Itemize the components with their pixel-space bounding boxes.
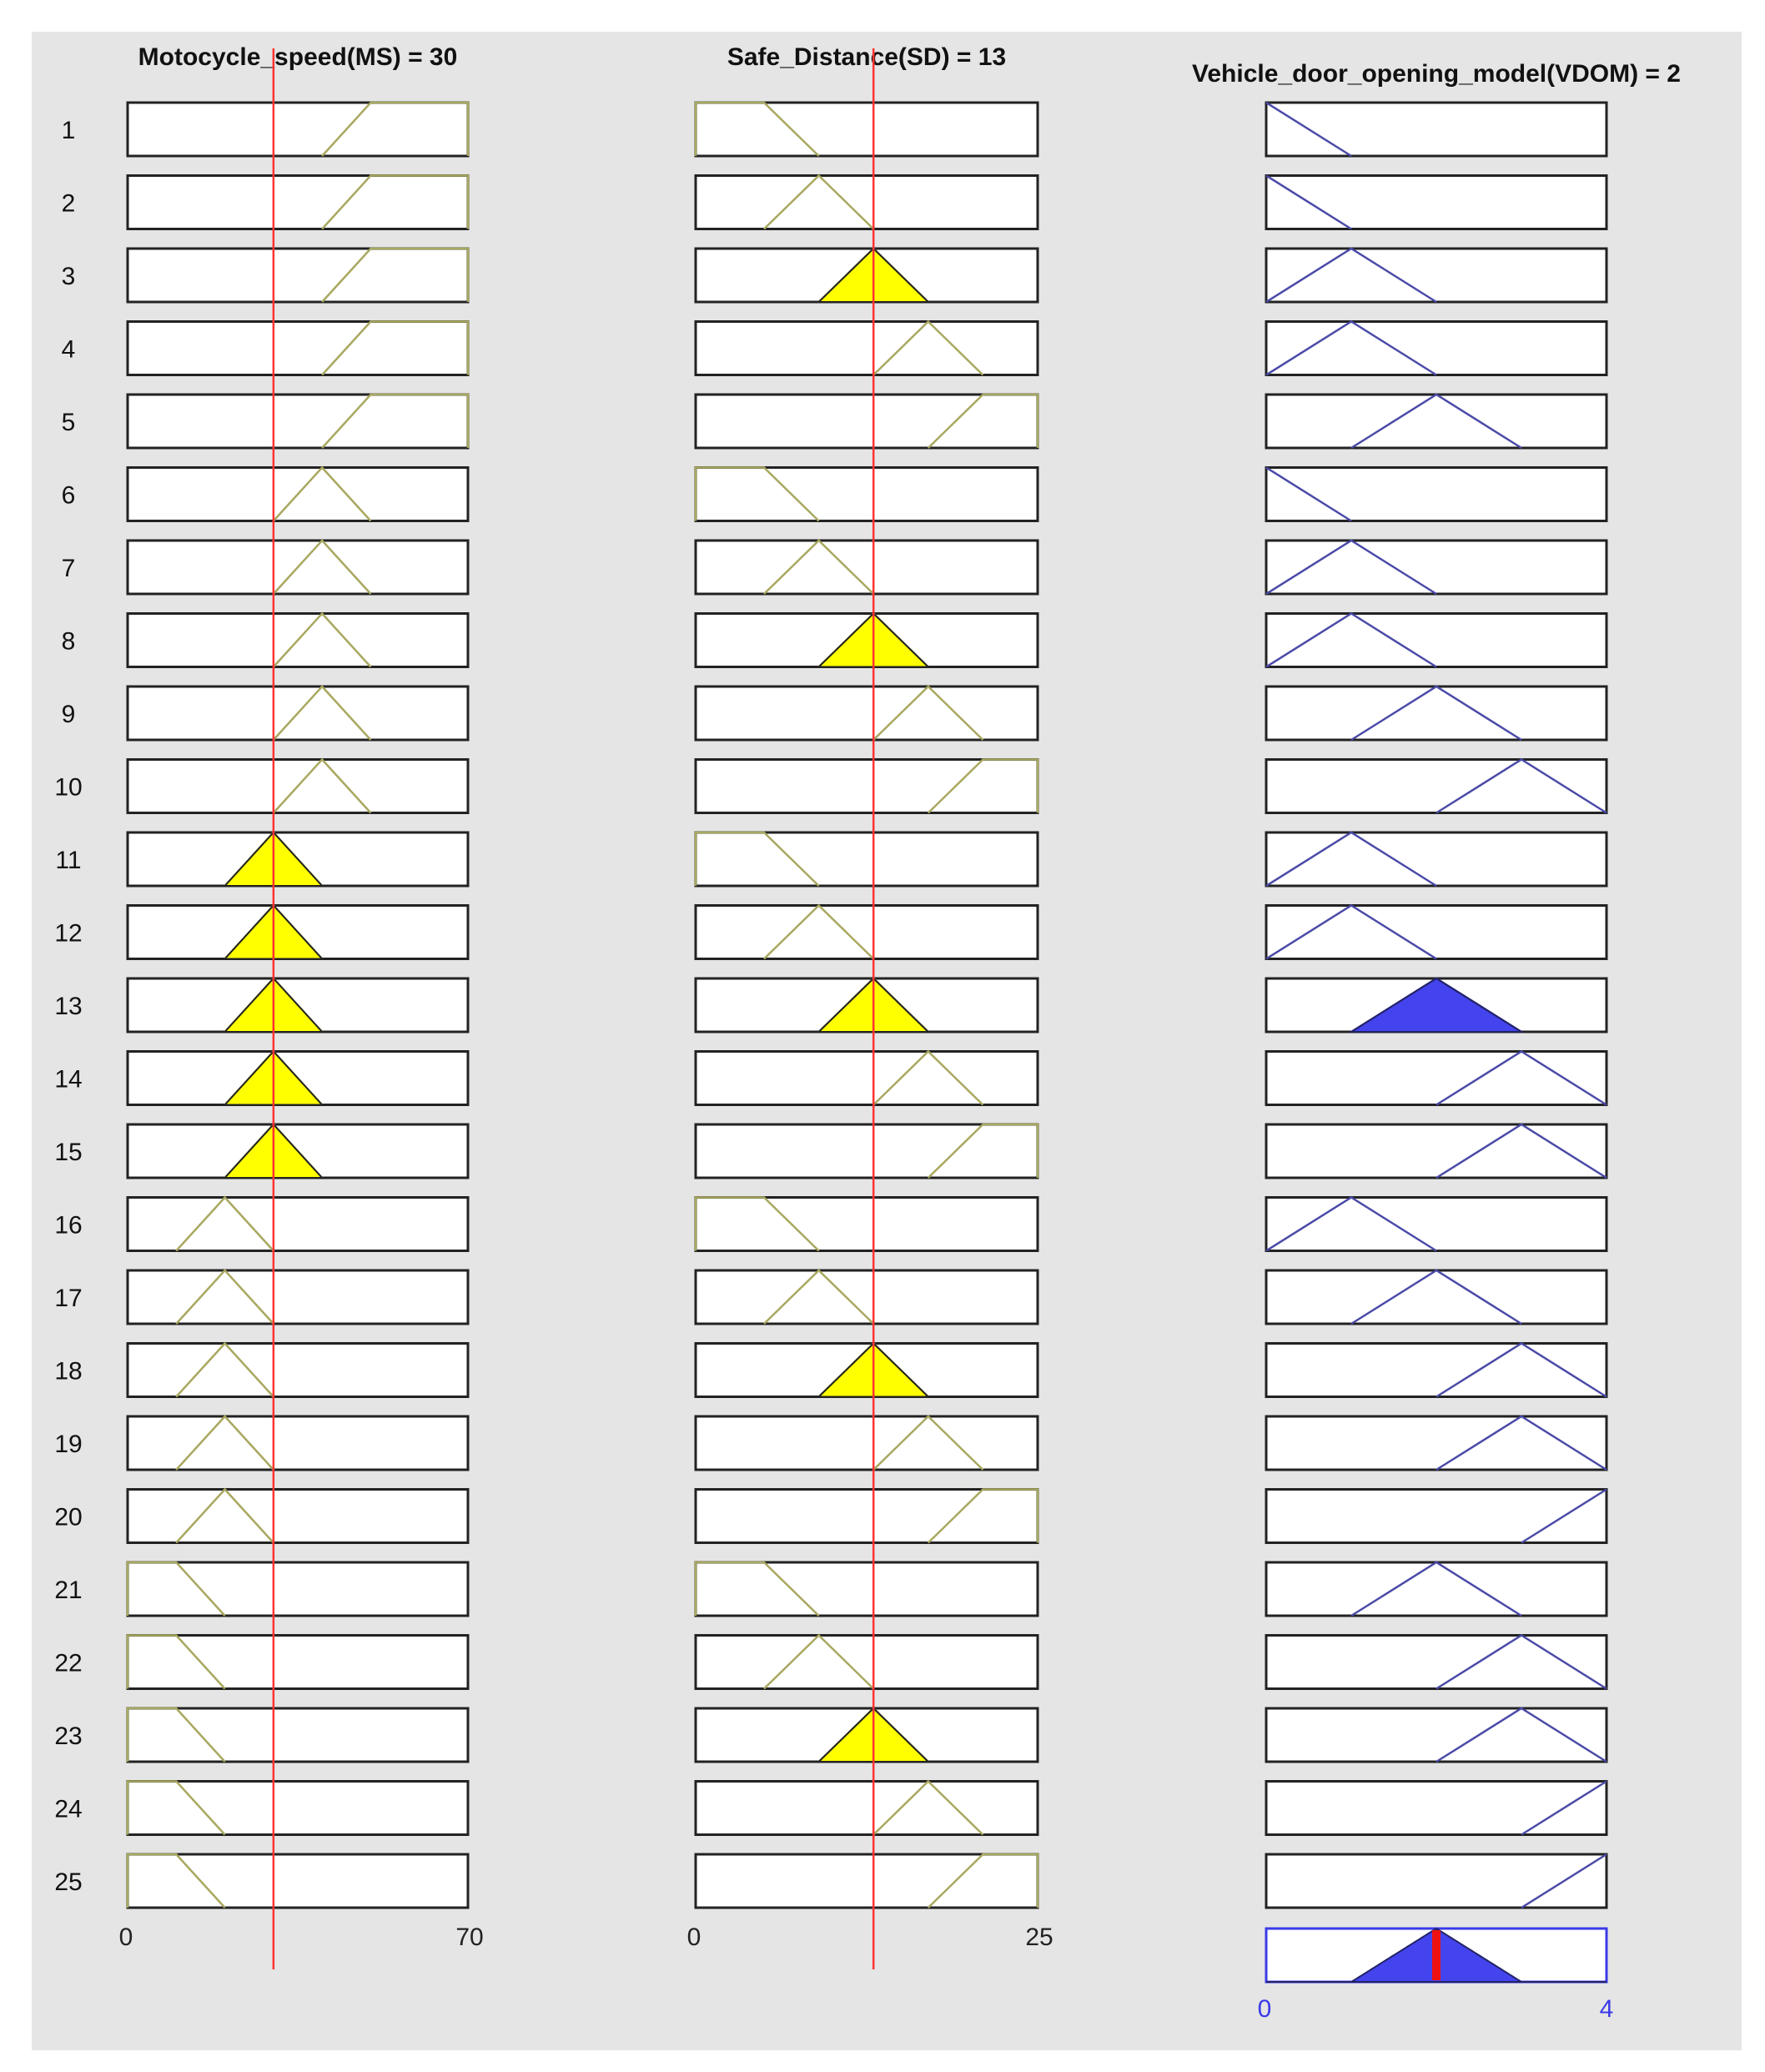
output-axis-max-label: 4 — [1599, 1995, 1614, 2023]
mf-plot-box[interactable] — [1266, 1562, 1607, 1616]
mf-plot-box[interactable] — [128, 395, 468, 448]
rule-number: 11 — [55, 847, 82, 874]
mf-plot-box[interactable] — [1266, 322, 1607, 375]
mf-plot-box[interactable] — [128, 1490, 468, 1543]
rule-number: 15 — [54, 1139, 83, 1166]
rule-row[interactable] — [62, 395, 1607, 448]
mf-plot-box[interactable] — [1266, 1854, 1607, 1908]
rule-number: 4 — [61, 335, 76, 364]
rule-number: 2 — [61, 189, 76, 218]
mf-plot-box[interactable] — [128, 322, 468, 375]
mf-plot-box[interactable] — [1266, 686, 1607, 740]
axis-max-label: 70 — [455, 1924, 484, 1951]
mf-plot-box[interactable] — [1266, 1344, 1607, 1397]
mf-plot-box[interactable] — [1266, 614, 1607, 667]
mf-plot-box[interactable] — [1266, 1124, 1607, 1178]
rule-row[interactable] — [54, 1562, 1607, 1616]
rule-number: 16 — [54, 1211, 83, 1240]
rule-number: 17 — [54, 1285, 83, 1312]
mf-plot-box[interactable] — [1266, 1198, 1607, 1251]
mf-plot-box[interactable] — [1266, 1708, 1607, 1762]
mf-plot-box[interactable] — [696, 1854, 1038, 1908]
rule-row[interactable] — [54, 1124, 1607, 1178]
rule-row[interactable] — [62, 322, 1607, 375]
rule-row[interactable] — [62, 686, 1607, 740]
rule-number: 3 — [61, 263, 76, 290]
mf-plot-box[interactable] — [128, 103, 468, 156]
rule-row[interactable] — [62, 541, 1607, 594]
rule-number: 19 — [54, 1431, 83, 1458]
rule-row[interactable] — [55, 832, 1607, 886]
mf-plot-box[interactable] — [128, 249, 468, 302]
rule-row[interactable] — [54, 1416, 1607, 1470]
rule-row[interactable] — [62, 176, 1607, 229]
rule-number: 20 — [54, 1503, 83, 1531]
mf-plot-box[interactable] — [128, 1416, 468, 1470]
rule-number: 7 — [61, 555, 76, 582]
rule-number: 14 — [54, 1065, 83, 1094]
mf-plot-box[interactable] — [128, 176, 468, 229]
rule-number: 8 — [61, 627, 76, 656]
rule-number: 6 — [61, 481, 76, 510]
mf-plot-box[interactable] — [696, 395, 1038, 448]
output-axis-min-label: 0 — [1257, 1995, 1272, 2023]
mf-plot-box[interactable] — [128, 1344, 468, 1397]
rule-number: 18 — [54, 1357, 83, 1386]
mf-plot-box[interactable] — [1266, 1782, 1607, 1835]
rule-row[interactable] — [62, 103, 1607, 156]
rule-row[interactable] — [54, 1052, 1607, 1105]
rule-number: 21 — [54, 1577, 83, 1604]
axis-min-label: 0 — [686, 1924, 701, 1951]
rule-number: 23 — [54, 1722, 83, 1750]
mf-plot-box[interactable] — [128, 1270, 468, 1324]
rule-row[interactable] — [54, 1344, 1607, 1397]
axis-max-label: 25 — [1025, 1924, 1053, 1951]
mf-plot-box[interactable] — [696, 1198, 1038, 1251]
mf-plot-box[interactable] — [1266, 249, 1607, 302]
mf-plot-box[interactable] — [696, 322, 1038, 375]
mf-plot-box[interactable] — [1266, 1270, 1607, 1324]
mf-plot-box[interactable] — [1266, 1636, 1607, 1689]
mf-plot-box[interactable] — [1266, 1490, 1607, 1543]
mf-plot-box[interactable] — [1266, 832, 1607, 886]
mf-plot-box[interactable] — [1266, 176, 1607, 229]
rule-row[interactable] — [54, 1782, 1607, 1835]
mf-plot-box[interactable] — [1266, 760, 1607, 813]
mf-plot-box[interactable] — [128, 1782, 468, 1835]
rule-row[interactable] — [54, 1854, 1607, 1908]
rule-viewer-panel — [32, 32, 1742, 2050]
mf-plot-box[interactable] — [1266, 395, 1607, 448]
rule-row[interactable] — [54, 760, 1607, 813]
rule-row[interactable] — [54, 1636, 1607, 1689]
mf-plot-box[interactable] — [1266, 468, 1607, 521]
rule-number: 5 — [61, 409, 76, 436]
column-title-1: Motocycle_speed(MS) = 30 — [138, 43, 458, 71]
rule-number: 24 — [54, 1795, 83, 1823]
mf-plot-box[interactable] — [696, 1416, 1038, 1470]
mf-plot-box[interactable] — [696, 1052, 1038, 1105]
mf-plot-box[interactable] — [128, 1708, 468, 1762]
mf-plot-box[interactable] — [128, 1636, 468, 1689]
mf-plot-box[interactable] — [696, 686, 1038, 740]
mf-plot-box[interactable] — [1266, 541, 1607, 594]
mf-plot-box[interactable] — [696, 1562, 1038, 1616]
mf-plot-box[interactable] — [696, 832, 1038, 886]
rule-row[interactable] — [54, 1198, 1607, 1251]
mf-plot-box[interactable] — [128, 1854, 468, 1908]
mf-plot-box[interactable] — [696, 1124, 1038, 1178]
rule-viewer-plot — [32, 32, 1742, 2050]
mf-plot-box[interactable] — [128, 1562, 468, 1616]
mf-plot-box[interactable] — [696, 1782, 1038, 1835]
mf-plot-box[interactable] — [1266, 103, 1607, 156]
mf-plot-box[interactable] — [1266, 1416, 1607, 1470]
column-title-3: Vehicle_door_opening_model(VDOM) = 2 — [1192, 60, 1681, 88]
rule-number: 1 — [61, 117, 76, 144]
mf-plot-box[interactable] — [1266, 1052, 1607, 1105]
rule-number: 9 — [61, 701, 76, 728]
axis-min-label: 0 — [118, 1924, 133, 1951]
rule-row[interactable] — [54, 1708, 1607, 1762]
mf-plot-box[interactable] — [696, 103, 1038, 156]
mf-plot-box[interactable] — [696, 1490, 1038, 1543]
mf-plot-box[interactable] — [696, 468, 1038, 521]
rule-number: 13 — [54, 993, 83, 1020]
rule-row[interactable] — [62, 249, 1607, 302]
rule-number: 12 — [54, 919, 83, 948]
mf-plot-box[interactable] — [1266, 906, 1607, 959]
mf-plot-box[interactable] — [696, 760, 1038, 813]
rule-row[interactable] — [54, 906, 1607, 959]
rule-number: 22 — [54, 1649, 83, 1677]
rule-row[interactable] — [54, 978, 1607, 1032]
mf-plot-box[interactable] — [128, 1198, 468, 1251]
rule-row[interactable] — [62, 468, 1607, 521]
rule-number: 25 — [54, 1868, 83, 1896]
column-title-2: Safe_Distance(SD) = 13 — [727, 43, 1007, 71]
rule-row[interactable] — [54, 1490, 1607, 1543]
rule-row[interactable] — [62, 614, 1607, 667]
rule-row[interactable] — [54, 1270, 1607, 1324]
rule-number: 10 — [54, 773, 83, 802]
